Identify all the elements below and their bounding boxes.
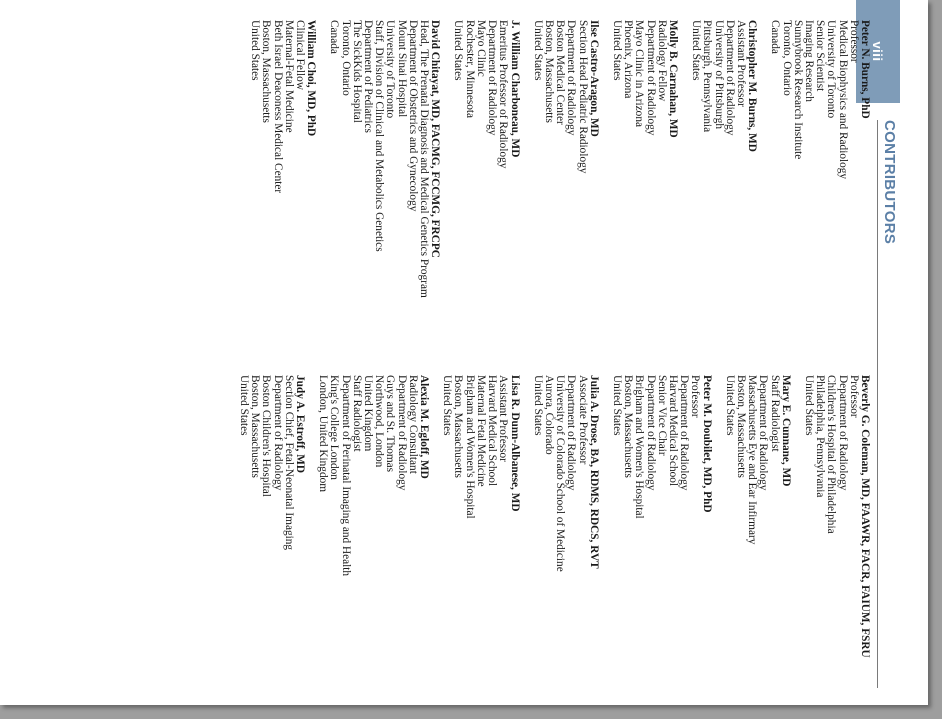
affiliation-line: Professor <box>847 375 860 418</box>
affiliation-line: Department of Radiology <box>644 375 657 491</box>
affiliation-line: Boston Medical Center <box>554 20 567 125</box>
affiliation-line: Department of Radiology <box>644 20 657 136</box>
contributors-column-left <box>237 20 870 350</box>
affiliation-line: Northwood, London <box>373 375 386 468</box>
affiliation-line: Massachusetts Eye and Ear Infirmary <box>746 375 759 545</box>
affiliation-line: Harvard Medical School <box>486 375 499 487</box>
affiliation-line: Professor <box>847 20 860 63</box>
affiliation-line: Boston, Massachusetts <box>734 375 747 478</box>
contributor-name: Peter M. Doubilet, MD, PhD <box>700 375 713 513</box>
affiliation-line: London, United Kingdom <box>317 375 330 493</box>
contributor-entry <box>532 375 599 705</box>
affiliation-line: King's College London <box>328 375 341 480</box>
affiliation-line: Maternal Fetal Medicine <box>474 375 487 487</box>
affiliation-line: Assistant Professor <box>734 20 747 107</box>
header-divider <box>877 120 878 688</box>
affiliation-line: Radiology Consultant <box>406 375 419 474</box>
contributor-name: Mary E. Cunnane, MD <box>779 375 792 487</box>
contributor-entry <box>452 20 519 350</box>
affiliation-line: Canada <box>769 20 782 54</box>
affiliation-line: Toronto, Ontario <box>780 20 793 96</box>
affiliation-line: Guys and St. Thomas <box>384 375 397 473</box>
affiliation-line: Phoenix, Arizona <box>622 20 635 99</box>
affiliation-line: Aurora, Colorado <box>542 375 555 455</box>
affiliation-line: Staff Radiologist <box>350 375 363 452</box>
affiliation-line: Department of Radiology <box>836 375 849 491</box>
affiliation-line: Mayo Clinic in Arizona <box>633 20 646 127</box>
affiliation-line: Department of Radiology <box>271 375 284 491</box>
contributor-name: J. William Charboneau, MD <box>508 20 521 158</box>
contributor-entry <box>803 375 870 705</box>
affiliation-line: United States <box>238 375 251 436</box>
affiliation-line: Professor <box>689 375 702 418</box>
affiliation-line: Boston, Massachusetts <box>452 375 465 478</box>
affiliation-line: Department of Radiology <box>395 375 408 491</box>
contributor-name: David Chitayat, MD, FACMG, FCCMG, FRCPC <box>429 20 442 258</box>
affiliation-line: Senior Vice Chair <box>655 375 668 456</box>
contributor-entry <box>441 375 519 705</box>
contributor-entry <box>769 20 870 350</box>
affiliation-line: Associate Professor <box>576 375 589 465</box>
contributors-column-right <box>226 375 870 705</box>
affiliation-line: United States <box>802 375 815 436</box>
affiliation-line: Emeritus Professor of Radiology <box>497 20 510 169</box>
affiliation-line: Imaging Research <box>802 20 815 102</box>
contributor-name: Molly B. Carnahan, MD <box>666 20 679 138</box>
contributor-entry <box>249 20 316 350</box>
affiliation-line: Head, The Prenatal Diagnosis and Medical Genetics Program <box>418 20 431 298</box>
contributor-entry <box>238 375 305 705</box>
affiliation-line: University of Toronto <box>825 20 838 119</box>
affiliation-line: Department of Radiology <box>565 20 578 136</box>
affiliation-line: Department of Perinatal Imaging and Health <box>339 375 352 577</box>
affiliation-line: Section Chief, Fetal-Neonatal Imaging <box>282 375 295 551</box>
affiliation-line: United States <box>531 375 544 436</box>
contributor-name: Peter N. Burns, PhD <box>859 20 871 119</box>
contributor-name: Christopher M. Burns, MD <box>746 20 759 152</box>
contributor-name: Alexia M. Egloff, MD <box>418 375 431 479</box>
affiliation-line: Rochester, Minnesota <box>463 20 476 119</box>
affiliation-line: Senior Scientist <box>814 20 827 92</box>
affiliation-line: Boston, Massachusetts <box>260 20 273 123</box>
affiliation-line: Staff, Division of Clinical and Metabolics Genetics <box>373 20 386 252</box>
contributor-entry <box>724 375 791 705</box>
contributor-name: Ilse Castro-Aragon, MD <box>587 20 600 137</box>
affiliation-line: Department of Obstetrics and Gynecology <box>406 20 419 212</box>
affiliation-line: Philadelphia, Pennsylvania <box>814 375 827 498</box>
affiliation-line: Department of Radiology <box>565 375 578 491</box>
contributor-name: Lisa R. Dunn-Albanese, MD <box>508 375 521 512</box>
affiliation-line: Department of Radiology <box>723 20 736 136</box>
affiliation-line: The SickKids Hospital <box>350 20 363 123</box>
affiliation-line: Mount Sinai Hospital <box>395 20 408 118</box>
affiliation-line: Canada <box>328 20 341 54</box>
affiliation-line: Boston Children's Hospital <box>260 375 273 497</box>
contributor-entry <box>532 20 599 350</box>
section-title: CONTRIBUTORS <box>881 120 898 245</box>
affiliation-line: Department of Radiology <box>757 375 770 491</box>
affiliation-line: United States <box>249 20 262 81</box>
affiliation-line: Children's Hospital of Philadelphia <box>825 375 838 534</box>
affiliation-line: Toronto, Ontario <box>339 20 352 96</box>
affiliation-line: Section Head Pediatric Radiology <box>576 20 589 174</box>
contributor-entry <box>611 375 712 705</box>
contributor-name: Julia A. Drose, BA, RDMS, RDCS, RVT <box>587 375 600 569</box>
affiliation-line: United States <box>531 20 544 81</box>
affiliation-line: Medical Biophysics and Radiology <box>836 20 849 180</box>
affiliation-line: Radiology Fellow <box>655 20 668 102</box>
contributor-entry <box>317 375 429 705</box>
affiliation-line: United States <box>441 375 454 436</box>
affiliation-line: Staff Radiologist <box>768 375 781 452</box>
affiliation-line: Assistant Professor <box>497 375 510 462</box>
affiliation-line: University of Toronto <box>384 20 397 119</box>
affiliation-line: United States <box>452 20 465 81</box>
affiliation-line: United States <box>723 375 736 436</box>
affiliation-line: Boston, Massachusetts <box>542 20 555 123</box>
affiliation-line: Department of Radiology <box>678 375 691 491</box>
affiliation-line: Brigham and Women's Hospital <box>633 375 646 519</box>
affiliation-line: University of Colorado School of Medicine <box>554 375 567 572</box>
page-number: viii <box>870 41 886 62</box>
affiliation-line: Brigham and Women's Hospital <box>463 375 476 519</box>
affiliation-line: Boston, Massachusetts <box>249 375 262 478</box>
affiliation-line: Mayo Clinic <box>474 20 487 77</box>
affiliation-line: Harvard Medical School <box>666 375 679 487</box>
affiliation-line: Beth Israel Deaconess Medical Center <box>271 20 284 194</box>
contributor-entry <box>328 20 440 350</box>
affiliation-line: Pittsburgh, Pennsylvania <box>701 20 714 133</box>
affiliation-line: United States <box>690 20 703 81</box>
affiliation-line: Department of Radiology <box>486 20 499 136</box>
contributor-name: Beverly G. Coleman, MD, FAAWR, FACR, FAIUM, FSRU <box>859 375 871 658</box>
contributor-entry <box>690 20 757 350</box>
affiliation-line: United States <box>610 20 623 81</box>
affiliation-line: United Kingdom <box>362 375 375 452</box>
affiliation-line: University of Pittsburgh <box>712 20 725 129</box>
contributor-entry <box>611 20 678 350</box>
contributor-name: William Choi, MD, PhD <box>305 20 318 137</box>
affiliation-line: Sunnybrook Research Institute <box>791 20 804 160</box>
affiliation-line: Department of Pediatrics <box>362 20 375 133</box>
affiliation-line: Clinical Fellow <box>294 20 307 90</box>
affiliation-line: Maternal-Fetal Medicine <box>282 20 295 133</box>
affiliation-line: United States <box>610 375 623 436</box>
contributor-name: Judy A. Estroff, MD <box>294 375 307 474</box>
affiliation-line: Boston, Massachusetts <box>622 375 635 478</box>
